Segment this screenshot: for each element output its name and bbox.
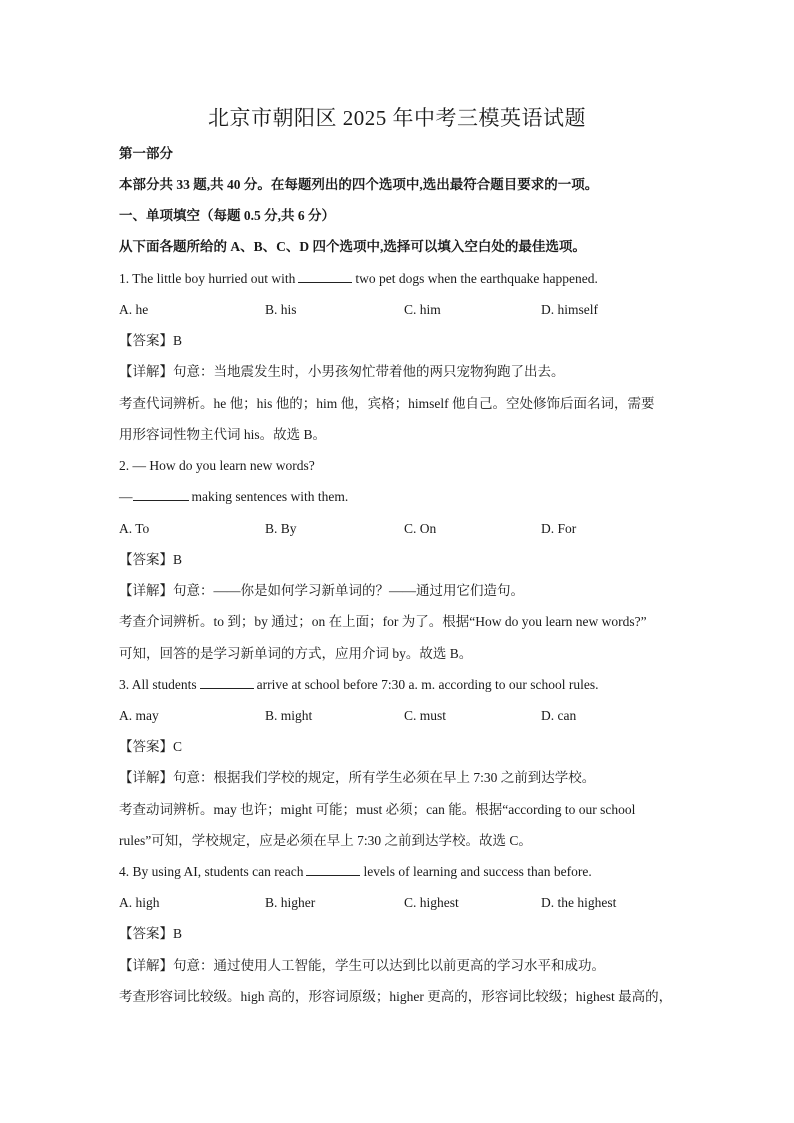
option-b: B. his <box>265 302 297 317</box>
option-d: D. himself <box>541 302 598 317</box>
option-d: D. the highest <box>541 895 617 910</box>
option-a: A. he <box>119 302 149 317</box>
explanation-line: 【详解】句意：通过使用人工智能，学生可以达到比以前更高的学习水平和成功。 <box>119 958 605 973</box>
answer-label: 【答案】B <box>119 333 183 348</box>
question-3 <box>119 675 599 695</box>
option-c: C. must <box>404 708 447 723</box>
option-b: B. higher <box>265 895 316 910</box>
explanation-line: 考查代词辨析。he 他；his 他的；him 他，宾格；himself 他自己。空处修饰后面名词，需要 <box>119 396 655 411</box>
page-title: 北京市朝阳区 2025 年中考三模英语试题 <box>208 106 586 130</box>
question-2-stem-post: making sentences with them. <box>191 489 349 504</box>
question-4 <box>119 862 592 882</box>
explanation-line: 考查形容词比较级。high 高的，形容词原级；higher 更高的，形容词比较级；highest 最高的， <box>119 989 673 1004</box>
dash: — <box>119 489 133 504</box>
explanation-line: 可知，回答的是学习新单词的方式，应用介词 by。故选 B。 <box>119 646 473 661</box>
explanation-line: 【详解】句意：根据我们学校的规定，所有学生必须在早上 7:30 之前到达学校。 <box>119 770 596 785</box>
option-a: A. may <box>119 708 159 723</box>
explanation-line: 考查介词辨析。to 到；by 通过；on 在上面；for 为了。根据“How do you learn new words?” <box>119 614 647 629</box>
part-intro: 本部分共 33 题,共 40 分。在每题列出的四个选项中,选出最符合题目要求的一项。 <box>119 177 599 192</box>
option-d: D. For <box>541 521 577 536</box>
explanation-line: 用形容词性物主代词 his。故选 B。 <box>119 427 327 442</box>
option-b: B. By <box>265 521 297 536</box>
option-b: B. might <box>265 708 313 723</box>
answer-label: 【答案】B <box>119 552 183 567</box>
explanation-line: rules”可知，学校规定，应是必须在早上 7:30 之前到达学校。故选 C。 <box>119 833 532 848</box>
question-1-stem-pre: 1. The little boy hurried out with <box>119 271 296 286</box>
answer-blank <box>298 270 352 283</box>
explanation-line: 【详解】句意：当地震发生时，小男孩匆忙带着他的两只宠物狗跑了出去。 <box>119 364 565 379</box>
section-instruction: 从下面各题所给的 A、B、C、D 四个选项中,选择可以填入空白处的最佳选项。 <box>119 239 586 254</box>
option-c: C. On <box>404 521 437 536</box>
option-c: C. highest <box>404 895 459 910</box>
question-3-stem-pre: 3. All students <box>119 677 197 692</box>
question-1-stem-post: two pet dogs when the earthquake happened. <box>355 271 598 286</box>
answer-blank <box>306 863 360 876</box>
option-a: A. To <box>119 521 150 536</box>
part-heading: 第一部分 <box>119 146 173 161</box>
question-4-stem-pre: 4. By using AI, students can reach <box>119 864 304 879</box>
explanation-line: 【详解】句意：——你是如何学习新单词的？——通过用它们造句。 <box>119 583 524 598</box>
answer-blank <box>133 488 189 501</box>
question-3-stem-post: arrive at school before 7:30 a. m. according to our school rules. <box>256 677 599 692</box>
question-4-stem-post: levels of learning and success than before. <box>363 864 592 879</box>
option-d: D. can <box>541 708 577 723</box>
answer-label: 【答案】B <box>119 926 183 941</box>
question-1 <box>119 269 598 289</box>
explanation-line: 考查动词辨析。may 也许；might 可能；must 必须；can 能。根据“according to our school <box>119 802 636 817</box>
option-a: A. high <box>119 895 160 910</box>
answer-blank <box>200 676 254 689</box>
answer-label: 【答案】C <box>119 739 183 754</box>
question-2: 2. — How do you learn new words? <box>119 458 315 473</box>
question-2-response <box>119 487 348 507</box>
section-heading: 一、单项填空（每题 0.5 分,共 6 分） <box>119 208 335 223</box>
option-c: C. him <box>404 302 441 317</box>
